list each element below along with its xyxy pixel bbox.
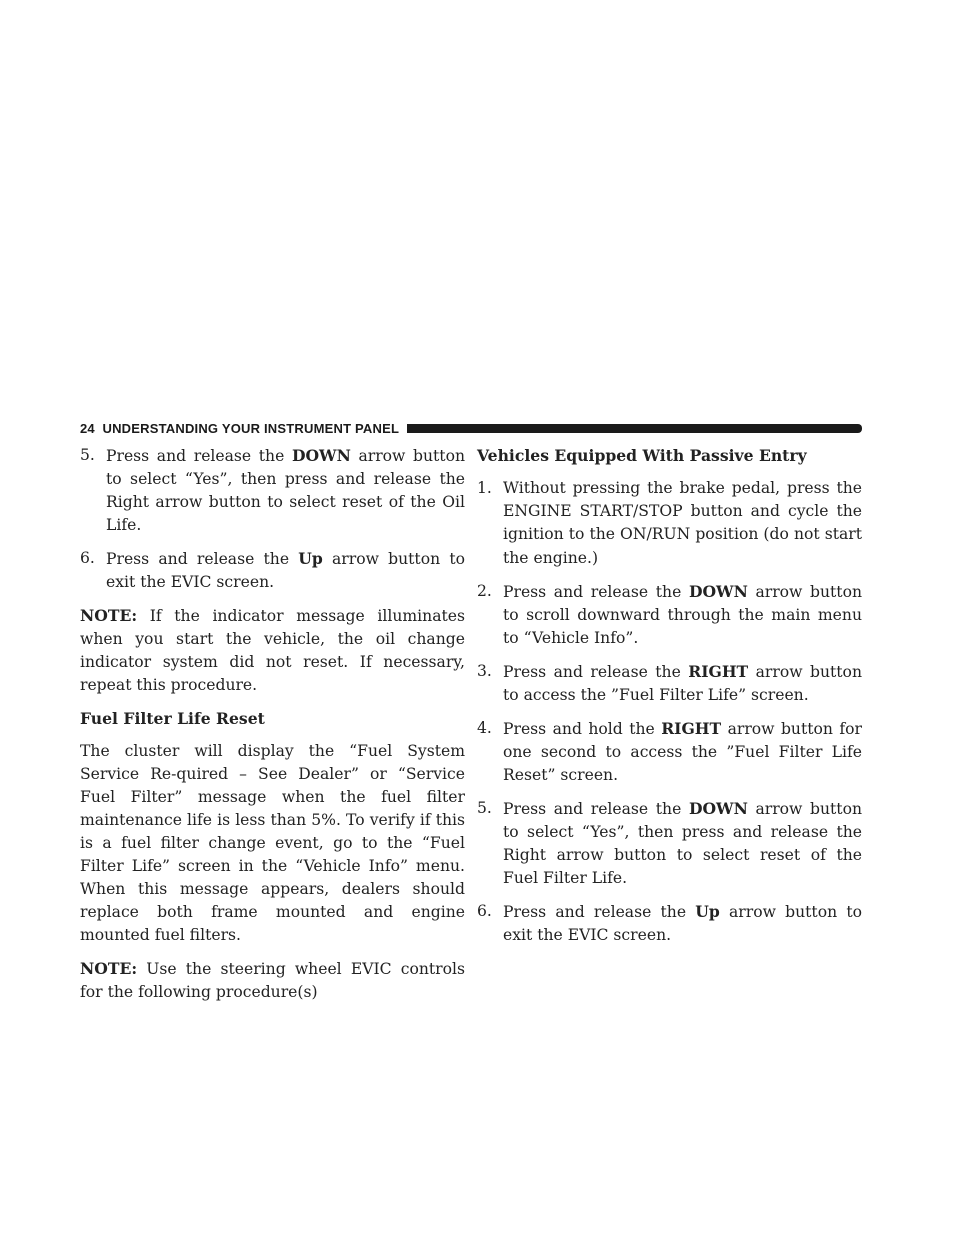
step-text-bold: Up [298,549,323,568]
step-text-bold: DOWN [688,799,748,818]
step-text [503,580,862,650]
step-text-bold: RIGHT [661,719,722,738]
section-heading: Fuel Filter Life Reset [80,709,265,728]
page-number: 24 [80,420,95,436]
step-text-bold: Up [695,902,720,921]
step-number: 2. [477,582,492,600]
note-text: If the indicator message illuminates when you start the vehicle, the oil change indicator system did not reset. If necessary, repeat this procedure. [80,607,465,694]
step-number: 3. [477,662,492,680]
step-text-pre: Press and release the [106,550,299,568]
step-text-pre: Press and hold the [503,720,662,738]
step-text-post: arrow button to scroll downward through the main menu to “Vehicle Info”. [503,583,862,647]
step-item [477,900,862,947]
body-paragraph: The cluster will display the “Fuel System Service Re-quired – See Dealer” or “Service Fuel Filter” message when the fuel filter maintenance life is less than 5%. To verify if this is a fuel filter change event, go to the “Fuel Filter Life” screen in the “Vehicle Info” menu. When this message appears, dealers should replace both frame mounted and engine mounted fuel filters. [80,742,465,944]
step-item [80,444,465,537]
page-header-text [80,421,399,436]
step-number: 1. [477,479,492,497]
step-item [477,797,862,890]
page-header [80,417,862,439]
step-number: 5. [80,446,95,464]
step-text-post: arrow button for one second to access the ”Fuel Filter Life Reset” screen. [503,720,862,784]
note-text: Use the steering wheel EVIC controls for the following procedure(s) [80,960,465,1001]
step-item [80,547,465,594]
left-column [80,444,465,1014]
step-text [503,900,862,947]
step-text-post: arrow button to access the ”Fuel Filter Life” screen. [503,663,862,704]
step-text [503,660,862,707]
step-number: 5. [477,799,492,817]
step-text-bold: DOWN [291,446,351,465]
step-text-post: arrow button to exit the EVIC screen. [503,903,862,944]
note-label: NOTE: [80,959,138,978]
note-label: NOTE: [80,606,138,625]
section-title: UNDERSTANDING YOUR INSTRUMENT PANEL [102,420,400,436]
step-text-pre: Press and release the [503,583,689,601]
step-number: 4. [477,719,492,737]
step-text-post: arrow button to exit the EVIC screen. [106,550,465,591]
header-rule [407,424,862,433]
step-item [477,477,862,570]
step-text-pre: Without pressing the brake pedal, press the ENGINE START/STOP button and cycle the ignition to the ON/RUN position (do not start the engine.) [503,479,862,567]
step-item [477,580,862,650]
step-text [503,717,862,787]
step-number: 6. [477,902,492,920]
step-text-post: arrow button to select “Yes”, then press and release the Right arrow button to select reset of the Fuel Filter Life. [503,800,862,887]
step-text-pre: Press and release the [503,800,689,818]
step-text-post: arrow button to select “Yes”, then press and release the Right arrow button to select reset of the Oil Life. [106,447,465,534]
step-text [503,797,862,890]
step-text-pre: Press and release the [503,903,696,921]
step-text [106,444,465,537]
note-paragraph [80,604,465,697]
note-paragraph [80,957,465,1004]
step-item [477,717,862,787]
right-column [477,444,862,957]
step-item [477,660,862,707]
section-heading: Vehicles Equipped With Passive Entry [477,446,807,465]
step-text-bold: DOWN [688,582,748,601]
step-number: 6. [80,549,95,567]
step-text-pre: Press and release the [503,663,689,681]
step-text [106,547,465,594]
step-text-pre: Press and release the [106,447,292,465]
step-text [503,477,862,570]
step-text-bold: RIGHT [688,662,749,681]
